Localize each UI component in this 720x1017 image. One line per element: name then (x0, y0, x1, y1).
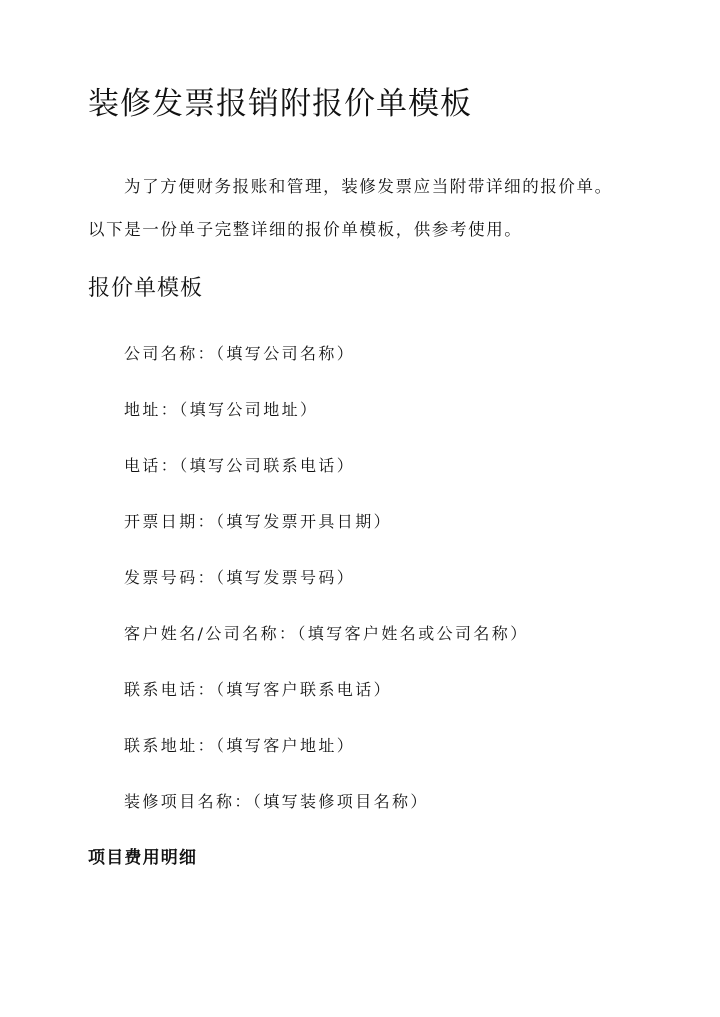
section-title-quote-template: 报价单模板 (88, 276, 204, 301)
field-project-name: 装修项目名称：（填写装修项目名称） (124, 792, 429, 811)
field-company-name: 公司名称：（填写公司名称） (124, 344, 356, 363)
field-invoice-number: 发票号码：（填写发票号码） (124, 568, 356, 587)
document-title: 装修发票报销附报价单模板 (88, 86, 472, 122)
intro-line-2: 以下是一份单子完整详细的报价单模板，供参考使用。 (88, 220, 523, 239)
field-contact-address: 联系地址：（填写客户地址） (124, 736, 356, 755)
field-invoice-date: 开票日期：（填写发票开具日期） (124, 512, 393, 531)
field-phone: 电话：（填写公司联系电话） (124, 456, 356, 475)
subsection-title-cost-details: 项目费用明细 (88, 848, 198, 868)
field-customer-name: 客户姓名/公司名称：（填写客户姓名或公司名称） (124, 624, 529, 643)
field-contact-phone: 联系电话：（填写客户联系电话） (124, 680, 393, 699)
field-address: 地址：（填写公司地址） (124, 400, 319, 419)
intro-line-1: 为了方便财务报账和管理，装修发票应当附带详细的报价单。 (124, 177, 613, 196)
